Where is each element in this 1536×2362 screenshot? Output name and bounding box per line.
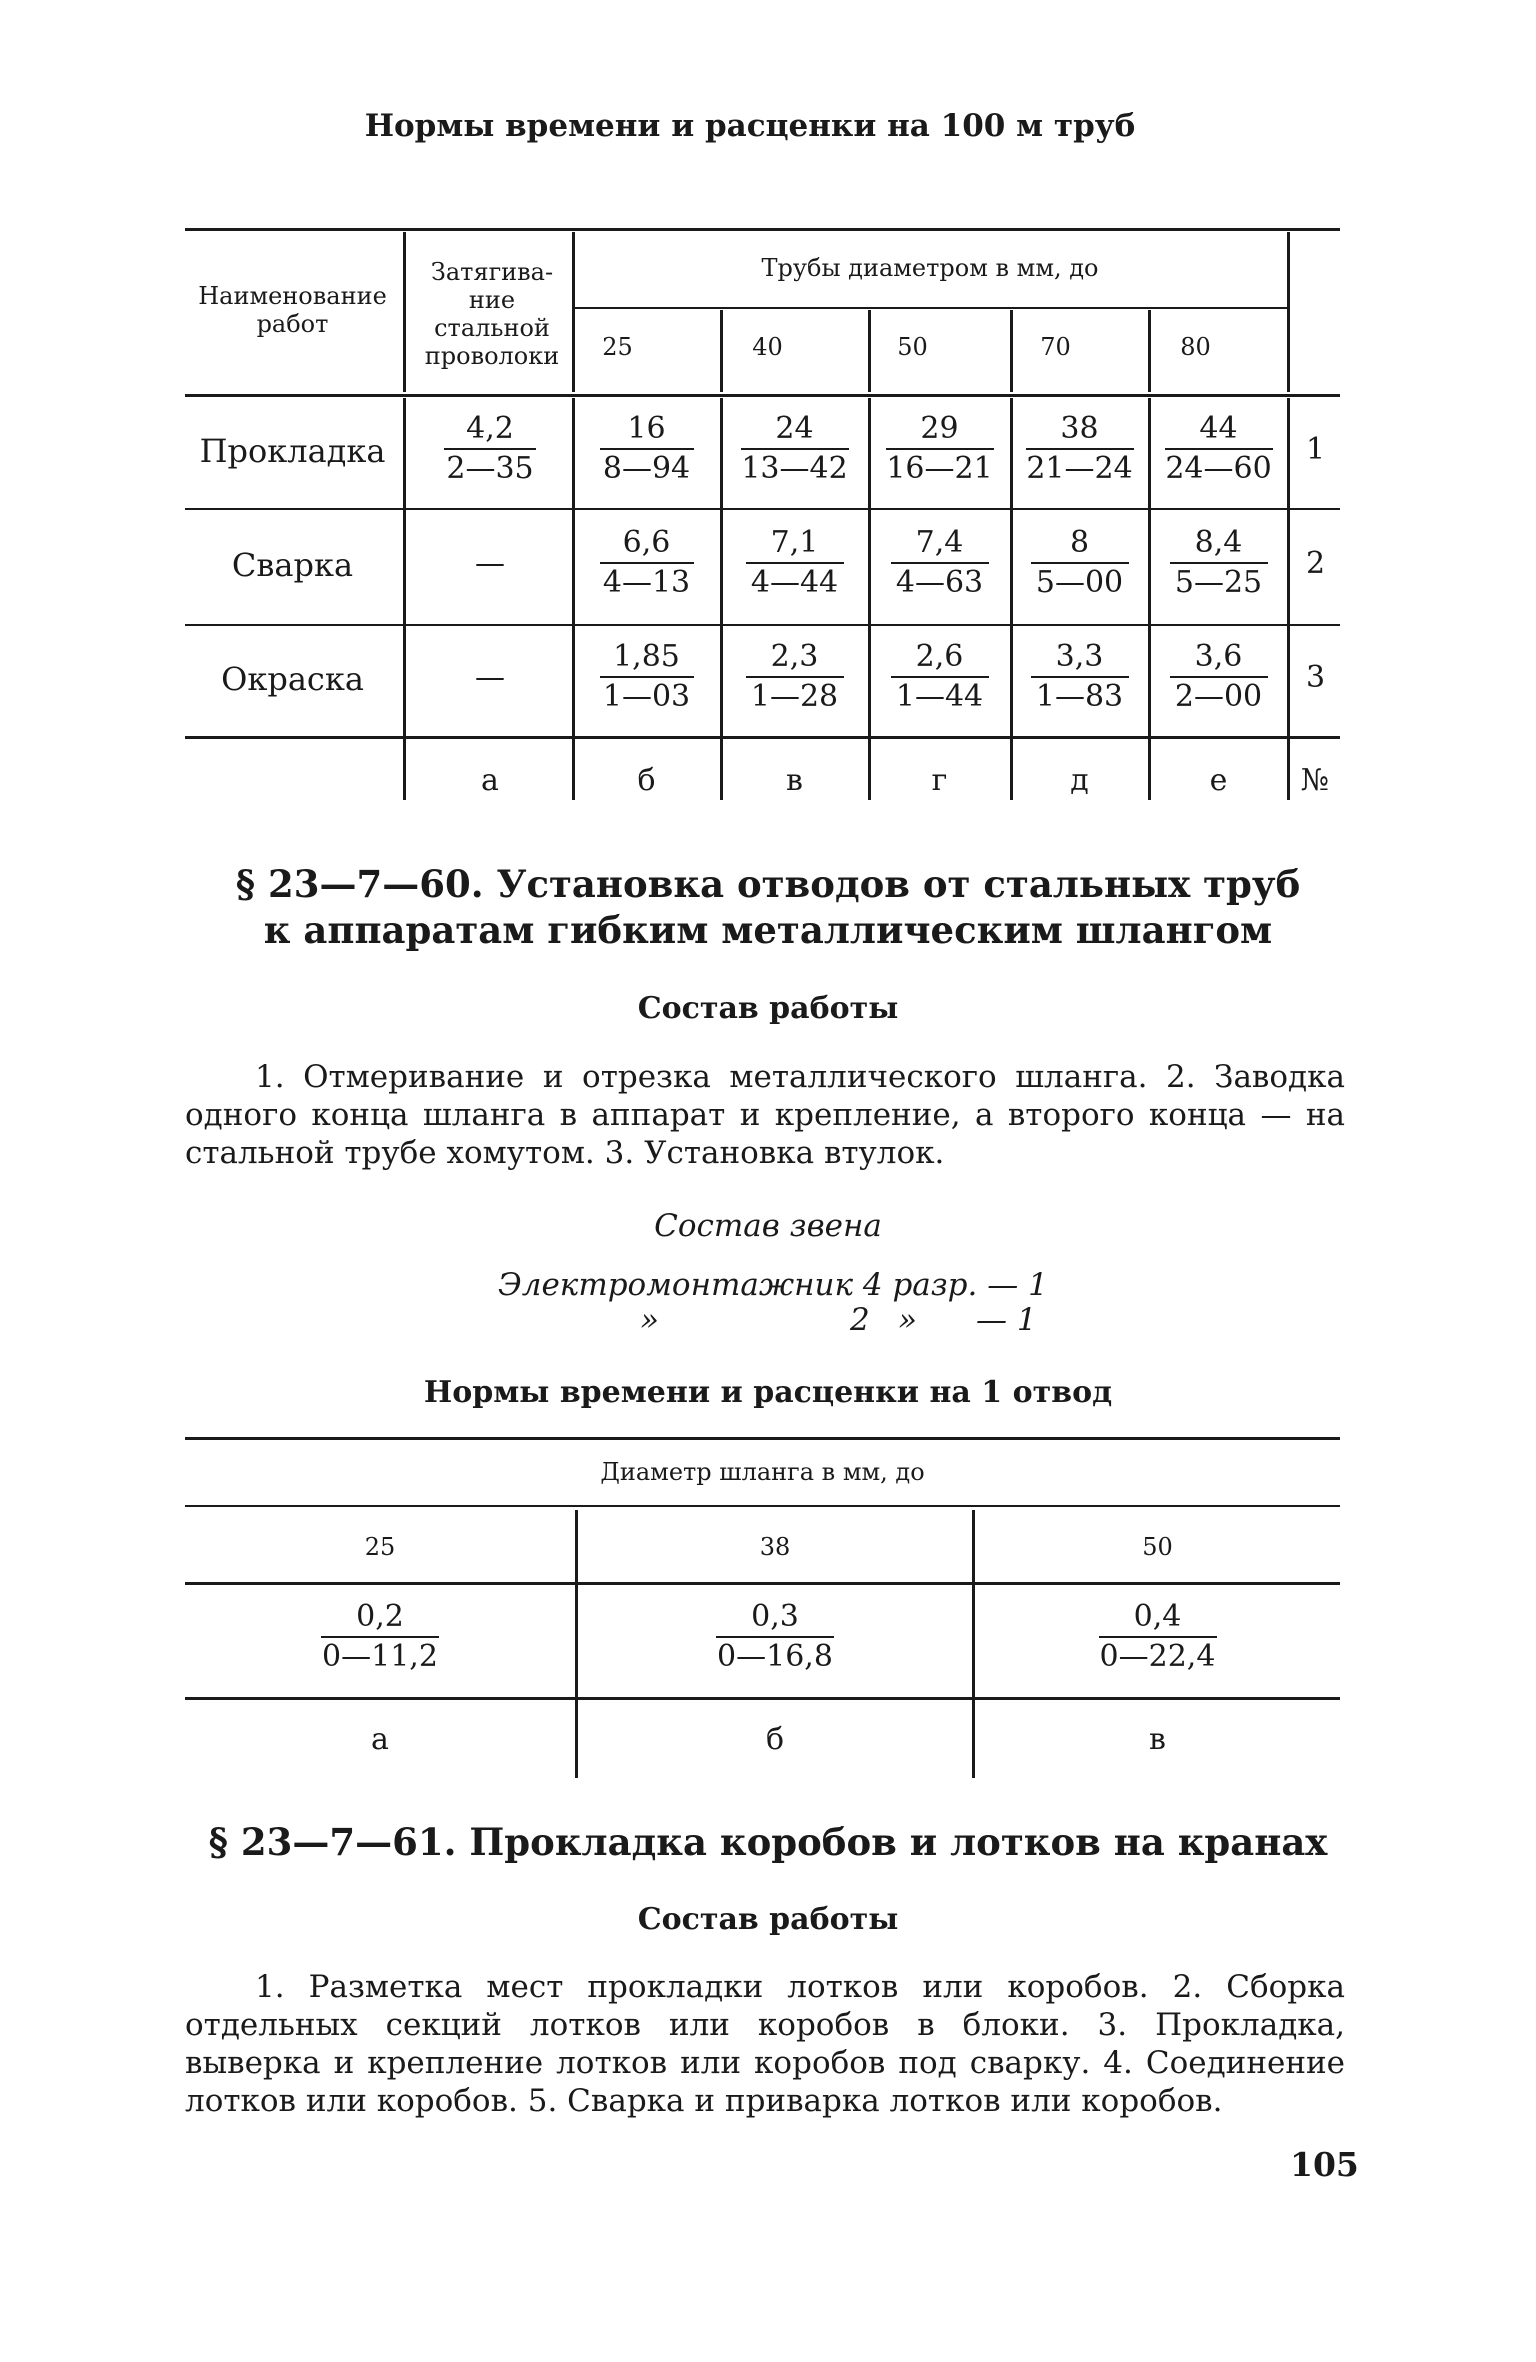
table1-row-num: 2 <box>1305 546 1326 581</box>
table1-vline <box>720 398 723 800</box>
table1-vline <box>572 232 575 392</box>
table1-cell: $\frac{3,3}{1—83}$ <box>1013 638 1146 716</box>
table2-header-rule <box>185 1505 1340 1507</box>
table1-col-letter: д <box>1070 763 1089 798</box>
table1-row-name: Прокладка <box>199 432 386 470</box>
table2-cell: $\frac{0,4}{0—22,4}$ <box>1099 1599 1216 1674</box>
section61-work-title: Состав работы <box>637 1902 899 1937</box>
section60-crew-title: Состав звена <box>654 1208 882 1244</box>
table2-cell: $\frac{0,2}{0—11,2}$ <box>322 1599 438 1674</box>
section60-work-text: 1. Отмеривание и отрезка металлического шланга. 2. Заводка одного конца шланга в аппарат и крепление, а второго конца — на стальной трубе хомутом. 3. Установка втулок. <box>185 1059 1345 1171</box>
table1-cell: $\frac{29}{16—21}$ <box>886 411 993 486</box>
table1-cell: $\frac{2,6}{1—44}$ <box>871 638 1008 716</box>
table1-header-subrule <box>575 307 1287 309</box>
table1-row-num: 3 <box>1305 660 1326 695</box>
table2-diam: 38 <box>759 1533 791 1561</box>
table2-header: Диаметр шланга в мм, до <box>600 1458 925 1486</box>
table1-vline <box>1010 398 1013 800</box>
table1-row-name: Сварка <box>231 546 354 584</box>
table1-col-letter: е <box>1209 763 1228 798</box>
table1-row-name: Окраска <box>221 660 364 698</box>
table1-diam-50: 50 <box>897 333 928 361</box>
table2-diam-rule <box>185 1582 1340 1585</box>
table1-col-letter: в <box>786 763 803 798</box>
table1-row-num: 1 <box>1305 432 1326 467</box>
table1-top-rule <box>185 228 1340 231</box>
table2-title: Нормы времени и расценки на 1 отвод <box>423 1375 1113 1410</box>
page-number: 105 <box>1290 2145 1359 2184</box>
table1-cell: $\frac{3,6}{2—00}$ <box>1151 638 1286 716</box>
table1-cell: — <box>475 546 505 581</box>
table1-diam-70: 70 <box>1040 333 1071 361</box>
table1-row-rule <box>185 624 1340 626</box>
table1-header-name: Наименование работ <box>198 282 387 338</box>
table2-top-rule <box>185 1437 1340 1440</box>
table1-vline <box>868 398 871 800</box>
section60-heading-line2: к аппаратам гибким металлическим шлангом <box>263 908 1273 952</box>
table1-col-letter: а <box>481 763 499 798</box>
table1-vline <box>1287 398 1290 800</box>
table2-vline <box>575 1510 578 1778</box>
table1-diam-25: 25 <box>602 333 633 361</box>
table1-cell: — <box>475 660 505 695</box>
table2-col-letter: в <box>1149 1722 1166 1757</box>
table1-header-bottom-rule <box>185 394 1340 397</box>
table1-col-letter: г <box>931 763 948 798</box>
table1-cell: $\frac{38}{21—24}$ <box>1026 411 1133 486</box>
table1-cell: $\frac{24}{13—42}$ <box>741 411 848 486</box>
table2-body-rule <box>185 1697 1340 1700</box>
table1-vline <box>1148 398 1151 800</box>
table2-col-letter: а <box>371 1722 389 1757</box>
table1-body-bottom-rule <box>185 736 1340 739</box>
table1-cell: $\frac{44}{24—60}$ <box>1165 411 1272 486</box>
table1-vline <box>403 398 406 800</box>
table1-title: Нормы времени и расценки на 100 м труб <box>364 108 1136 144</box>
table1-cell: $\frac{8,4}{5—25}$ <box>1151 524 1286 602</box>
table1-cell: $\frac{7,4}{4—63}$ <box>871 524 1008 602</box>
section60-crew-line1: Электромонтажник 4 разр. — 1 <box>498 1267 1048 1303</box>
section61-work-text: 1. Разметка мест прокладки лотков или коробов. 2. Сборка отдельных секций лотков или коробов в блоки. 3. Прокладка, выверка и крепление лотков или коробов под сварку. 4. Соединение лотков или коробов. 5. Сварка и приварка лотков или коробов. <box>185 1969 1345 2119</box>
table2-diam: 50 <box>1142 1533 1173 1561</box>
table1-diam-40: 40 <box>752 333 783 361</box>
section60-crew-line2: » 2 » — 1 <box>640 1302 1037 1338</box>
table1-header-wire: Затягивание стальной проволоки <box>424 258 560 370</box>
table1-vline <box>1148 310 1151 392</box>
table1-diam-80: 80 <box>1180 333 1211 361</box>
table1-num-header: № <box>1300 763 1330 798</box>
table1-vline <box>403 232 406 392</box>
table2-diam: 25 <box>364 1533 396 1561</box>
table1-vline <box>1287 232 1290 392</box>
table1-vline <box>868 310 871 392</box>
table1-vline <box>1010 310 1013 392</box>
table2-vline <box>972 1510 975 1778</box>
table1-col-letter: б <box>637 763 656 798</box>
table1-cell: $\frac{16}{8—94}$ <box>575 410 718 488</box>
table1-vline <box>572 398 575 800</box>
table1-header-pipes: Трубы диаметром в мм, до <box>761 254 1099 282</box>
table1-cell: $\frac{7,1}{4—44}$ <box>723 524 866 602</box>
table1-vline <box>720 310 723 392</box>
table2-cell: $\frac{0,3}{0—16,8}$ <box>717 1599 833 1674</box>
table1-row-rule <box>185 508 1340 510</box>
table1-cell: $\frac{4,2}{2—35}$ <box>410 410 570 488</box>
table1-cell: $\frac{6,6}{4—13}$ <box>575 524 718 602</box>
section61-heading: § 23—7—61. Прокладка коробов и лотков на кранах <box>208 1820 1328 1864</box>
table1-cell: $\frac{8}{5—00}$ <box>1013 524 1146 602</box>
table2-col-letter: б <box>765 1722 785 1757</box>
table1-cell: $\frac{1,85}{1—03}$ <box>575 638 718 716</box>
section60-heading-line1: § 23—7—60. Установка отводов от стальных труб <box>235 862 1301 906</box>
section60-work-title: Состав работы <box>637 991 899 1026</box>
table1-cell: $\frac{2,3}{1—28}$ <box>723 638 866 716</box>
